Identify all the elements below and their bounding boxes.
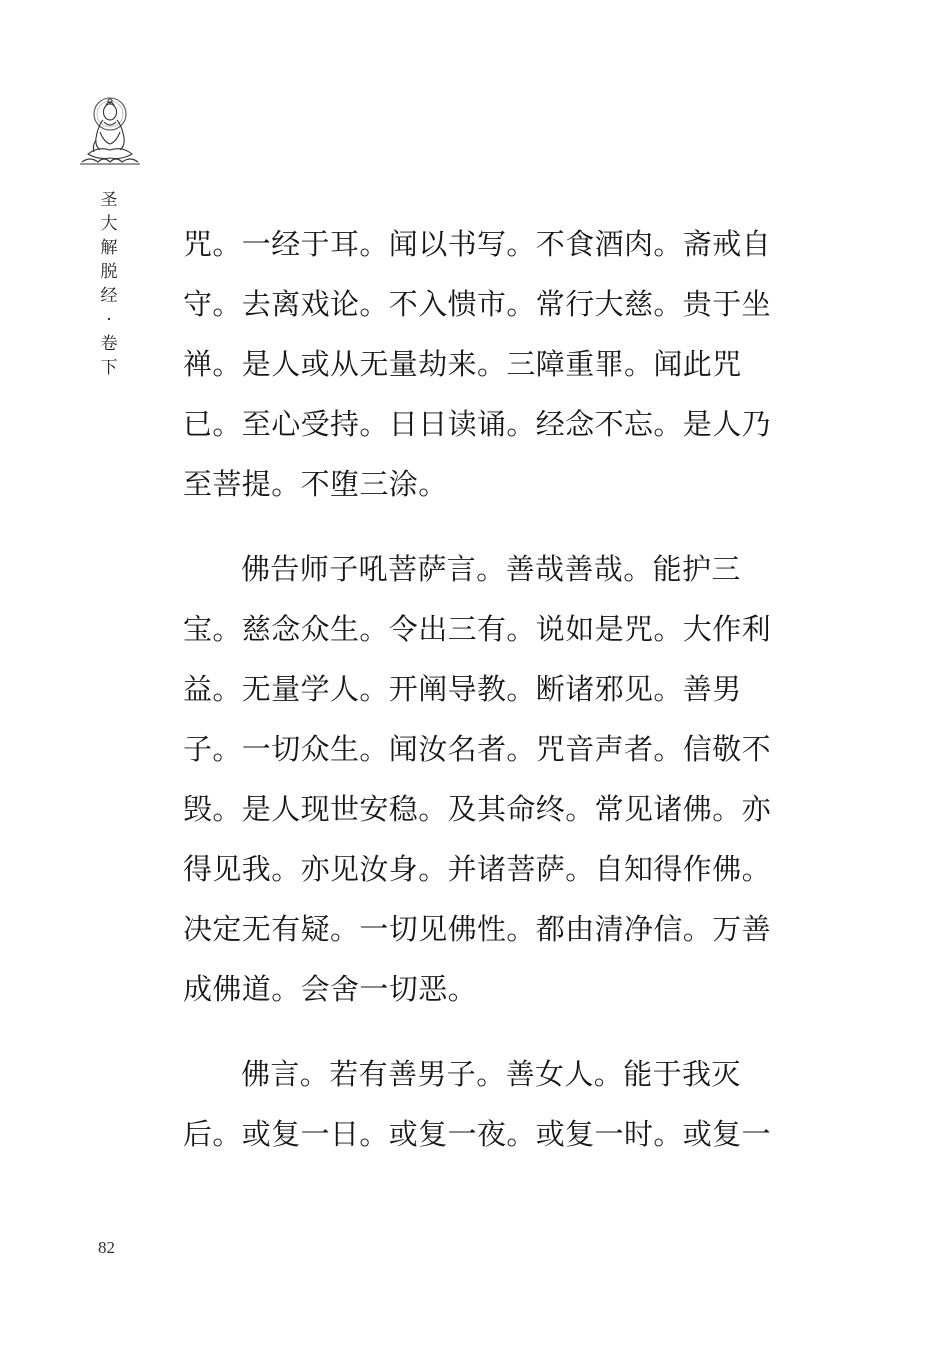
text-line: 已。至心受持。日日读诵。经念不忘。是人乃 (183, 407, 772, 441)
body-text (183, 214, 772, 1164)
side-title (97, 188, 121, 380)
page-number: 82 (98, 1238, 115, 1257)
side-title-char: 圣 (100, 190, 118, 210)
text-line: 子。一切众生。闻汝名者。咒音声者。信敬不 (183, 732, 772, 766)
side-title-char: 经 (100, 286, 118, 306)
paragraph-3 (183, 1044, 772, 1164)
side-title-char: 大 (100, 214, 118, 234)
text-line: 后。或复一日。或复一夜。或复一时。或复一 (183, 1117, 772, 1151)
text-line: 成佛道。会舍一切恶。 (183, 972, 478, 1006)
text-line: 宝。慈念众生。令出三有。说如是咒。大作利 (183, 612, 772, 646)
text-line: 毁。是人现世安稳。及其命终。常见诸佛。亦 (183, 792, 772, 826)
paragraph-2 (183, 539, 772, 1019)
text-line: 禅。是人或从无量劫来。三障重罪。闻此咒 (183, 347, 742, 381)
text-line: 至菩提。不堕三涂。 (183, 467, 448, 501)
text-line: 益。无量学人。开阐导教。断诸邪见。善男 (183, 672, 742, 706)
paragraph-1 (183, 214, 772, 514)
side-title-char: 下 (100, 358, 118, 378)
text-line: 得见我。亦见汝身。并诸菩萨。自知得作佛。 (183, 852, 772, 886)
text-line: 咒。一经于耳。闻以书写。不食酒肉。斋戒自 (183, 227, 772, 261)
side-title-char: 卷 (100, 334, 118, 354)
side-title-char: 脱 (100, 262, 118, 282)
text-line: 佛言。若有善男子。善女人。能于我灭 (241, 1057, 741, 1091)
text-line: 守。去离戏论。不入愦市。常行大慈。贵于坐 (183, 287, 772, 321)
text-line: 佛告师子吼菩萨言。善哉善哉。能护三 (241, 552, 741, 586)
side-title-char: 解 (100, 238, 118, 258)
text-line: 决定无有疑。一切见佛性。都由清净信。万善 (183, 912, 772, 946)
seated-buddha-icon (76, 92, 144, 168)
side-title-char: · (106, 310, 112, 330)
